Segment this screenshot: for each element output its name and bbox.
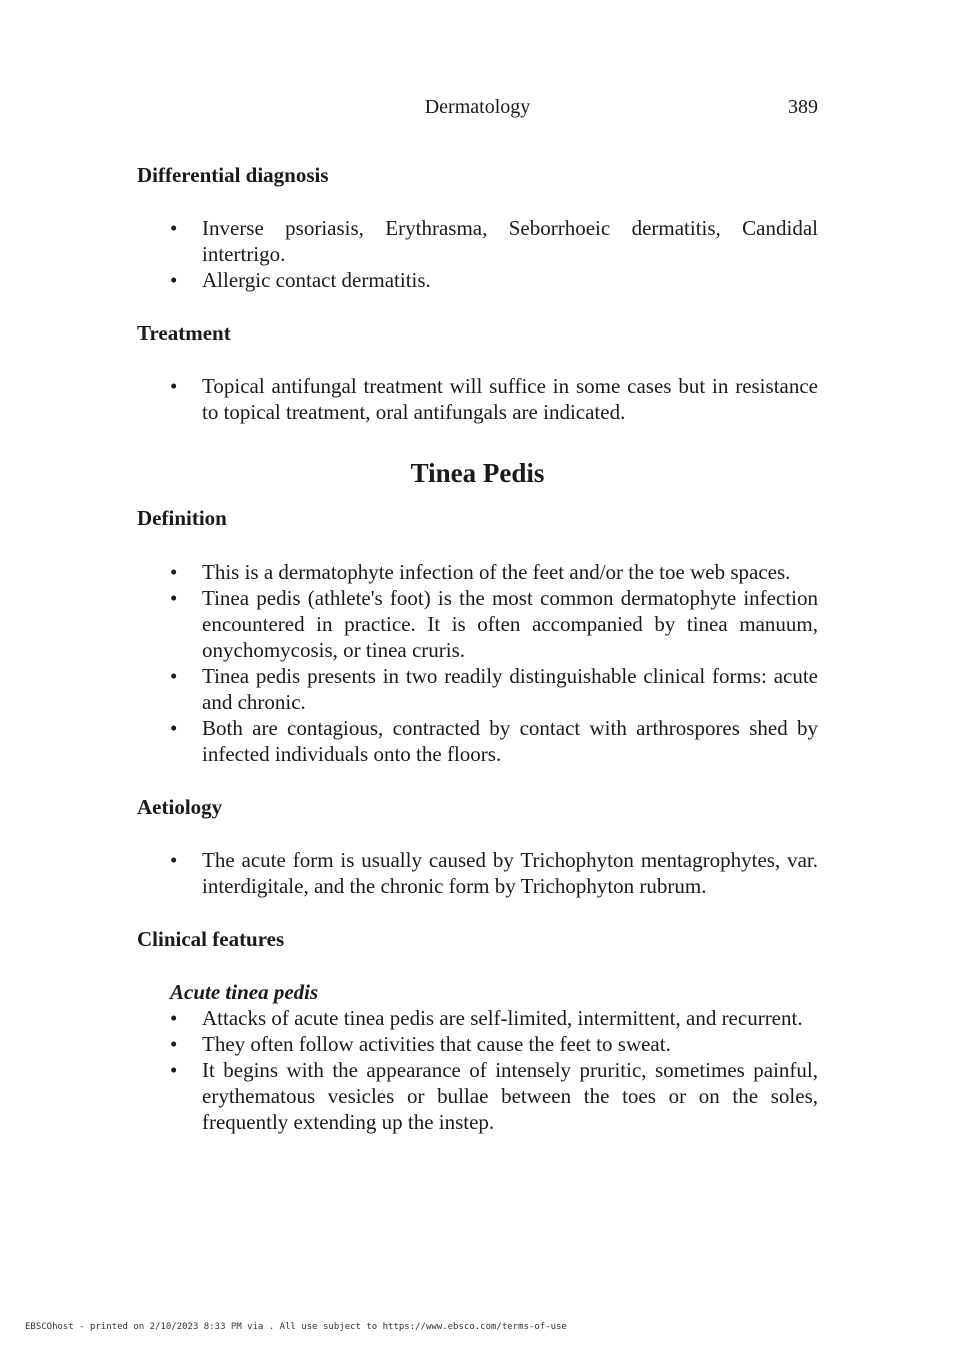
- list-item: • Tinea pedis presents in two readily distinguishable clinical forms: acute and chronic.: [202, 663, 818, 715]
- list-item: • They often follow activities that cause the feet to sweat.: [202, 1031, 818, 1057]
- differential-list: [137, 215, 818, 293]
- clinical-features-list: [137, 1005, 818, 1135]
- section-heading-definition: Definition: [137, 506, 227, 530]
- section-heading-differential: Differential diagnosis: [137, 163, 329, 187]
- section-heading-clinical-features: Clinical features: [137, 927, 285, 951]
- list-item: • Attacks of acute tinea pedis are self-limited, intermittent, and recurrent.: [202, 1005, 818, 1031]
- aetiology-list: [137, 847, 818, 899]
- definition-list: [137, 559, 818, 767]
- list-item: • Allergic contact dermatitis.: [202, 267, 818, 293]
- list-item: • Both are contagious, contracted by contact with arthrospores shed by infected individuals onto the floors.: [202, 715, 818, 767]
- treatment-list: [137, 373, 818, 425]
- list-item: • This is a dermatophyte infection of the feet and/or the toe web spaces.: [202, 559, 818, 585]
- section-heading-aetiology: Aetiology: [137, 795, 223, 819]
- section-heading-treatment: Treatment: [137, 321, 231, 345]
- print-footer: EBSCOhost - printed on 2/10/2023 8:33 PM via . All use subject to https://www.ebsco.com/terms-of-use: [25, 1322, 567, 1332]
- list-item: • Topical antifungal treatment will suffice in some cases but in resistance to topical treatment, oral antifungals are indicated.: [202, 373, 818, 425]
- list-item: • Inverse psoriasis, Erythrasma, Seborrhoeic dermatitis, Candidal intertrigo.: [202, 215, 818, 267]
- running-title: Dermatology: [424, 96, 531, 118]
- topic-title: Tinea Pedis: [410, 458, 545, 488]
- page-number: 389: [788, 96, 818, 118]
- list-item: • It begins with the appearance of intensely pruritic, sometimes painful, erythematous vesicles or bullae between the toes or on the soles, frequently extending up the instep.: [202, 1057, 818, 1135]
- subheading-acute-tinea-pedis: Acute tinea pedis: [170, 980, 319, 1004]
- list-item: • The acute form is usually caused by Trichophyton mentagrophytes, var. interdigitale, and the chronic form by Trichophyton rubrum.: [202, 847, 818, 899]
- list-item: • Tinea pedis (athlete's foot) is the most common dermatophyte infection encountered in practice. It is often accompanied by tinea manuum, onychomycosis, or tinea cruris.: [202, 585, 818, 663]
- page-body: [137, 162, 818, 1135]
